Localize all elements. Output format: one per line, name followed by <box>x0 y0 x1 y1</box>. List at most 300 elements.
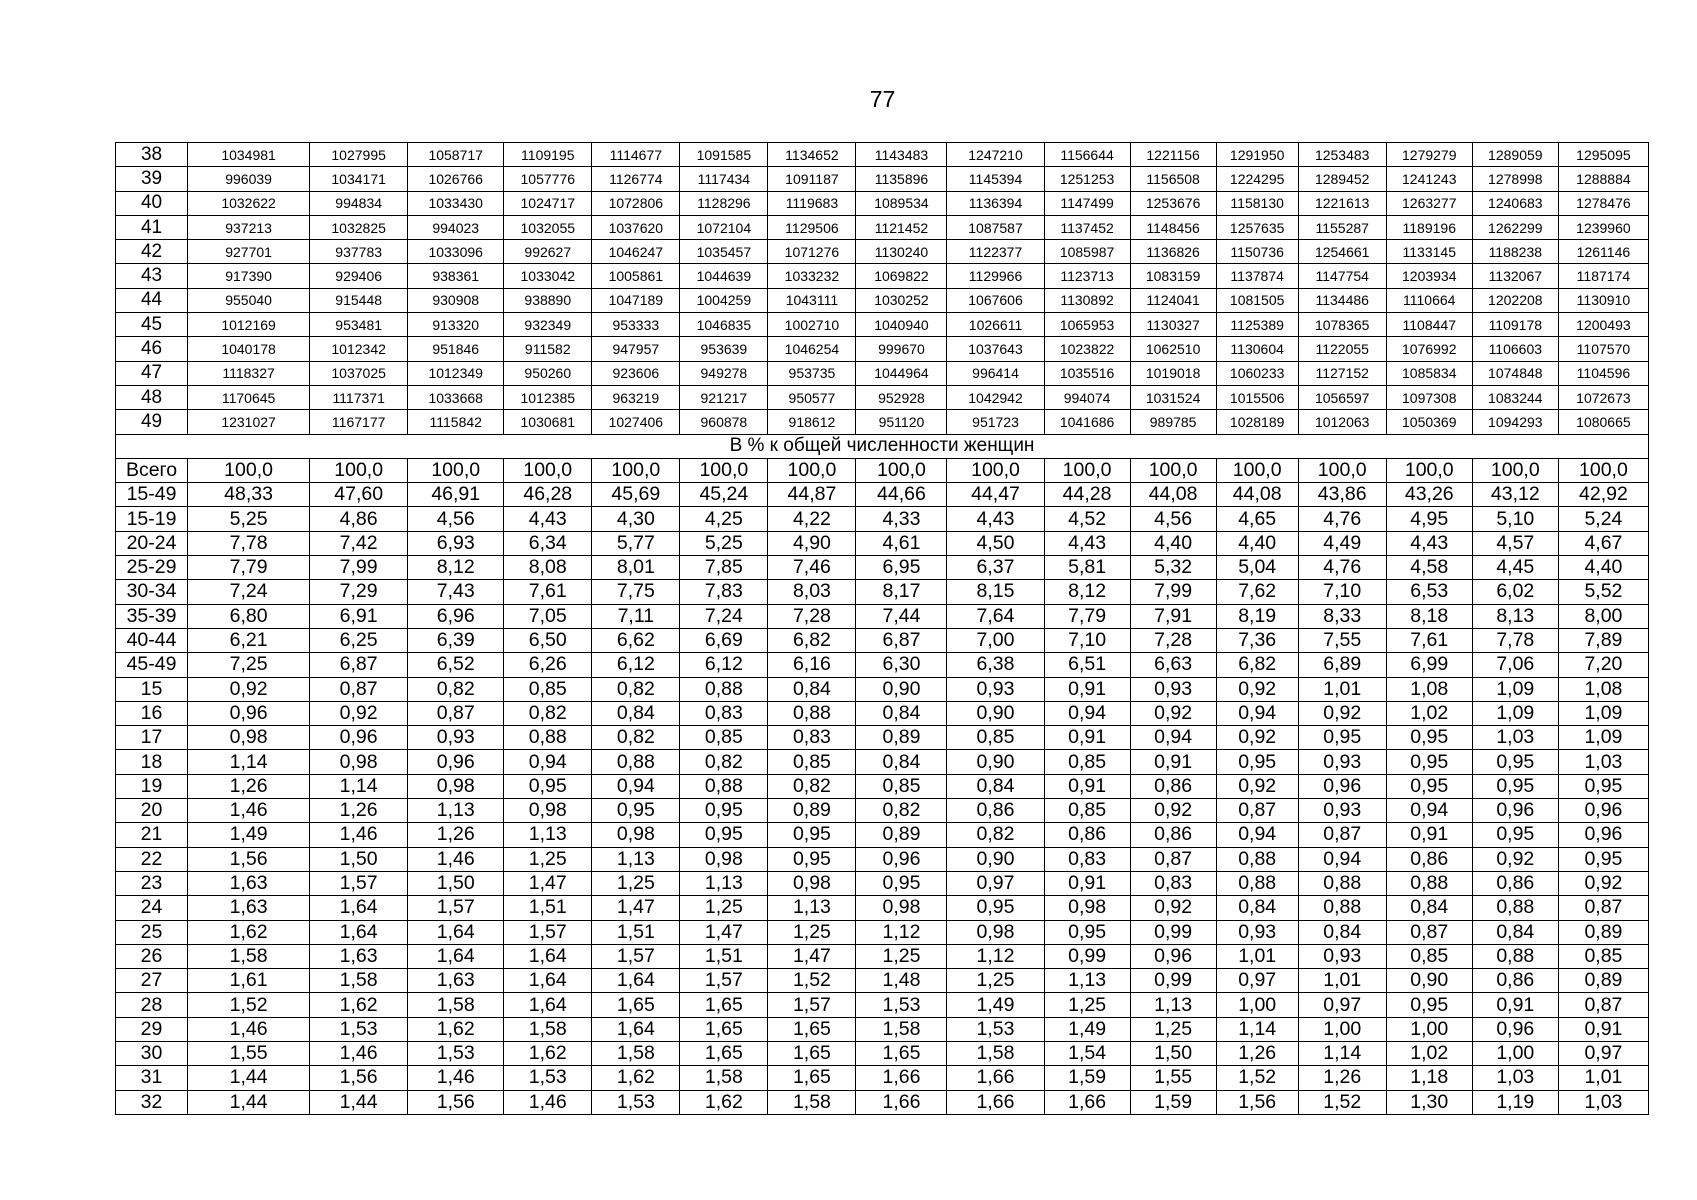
table-cell: 1,12 <box>947 944 1044 968</box>
table-cell: 0,93 <box>1298 799 1386 823</box>
table-cell: 0,94 <box>592 774 680 798</box>
table-cell: 1118327 <box>188 361 310 385</box>
table-cell: 0,91 <box>1130 750 1216 774</box>
table-cell: 938361 <box>408 264 504 288</box>
table-cell: 0,88 <box>504 726 592 750</box>
table-cell: 8,33 <box>1298 604 1386 628</box>
table-cell: 0,87 <box>408 701 504 725</box>
table-cell: 1032055 <box>504 215 592 239</box>
table-row <box>116 143 1649 167</box>
table-cell: 1,64 <box>408 944 504 968</box>
table-cell: 960878 <box>680 410 768 434</box>
table-cell: 5,10 <box>1472 507 1558 531</box>
table-cell: 1037620 <box>592 215 680 239</box>
table-cell: 1291950 <box>1216 143 1298 167</box>
table-cell: 1,01 <box>1298 677 1386 701</box>
table-cell: 1108447 <box>1386 313 1472 337</box>
table-cell: 1,58 <box>408 993 504 1017</box>
table-cell: 0,96 <box>1558 799 1648 823</box>
table-cell: 8,12 <box>408 556 504 580</box>
table-cell: 100,0 <box>1472 458 1558 482</box>
table-cell: 7,28 <box>768 604 856 628</box>
table-cell: 1231027 <box>188 410 310 434</box>
table-cell: 5,77 <box>592 531 680 555</box>
table-cell: 4,43 <box>1386 531 1472 555</box>
table-cell: 0,82 <box>680 750 768 774</box>
table-cell: 1015506 <box>1216 385 1298 409</box>
table-cell: 0,91 <box>1044 726 1130 750</box>
table-cell: 0,96 <box>1472 799 1558 823</box>
table-cell: 45,69 <box>592 483 680 507</box>
table-cell: 0,87 <box>1386 920 1472 944</box>
table-cell: 1,56 <box>408 1090 504 1114</box>
table-cell: 1041686 <box>1044 410 1130 434</box>
table-cell: 1127152 <box>1298 361 1386 385</box>
table-cell: 1,26 <box>310 799 408 823</box>
table-cell: 100,0 <box>1216 458 1298 482</box>
table-cell: 0,98 <box>768 871 856 895</box>
row-label: 24 <box>116 896 188 920</box>
table-cell: 1037025 <box>310 361 408 385</box>
table-cell: 950260 <box>504 361 592 385</box>
table-row <box>116 1017 1649 1041</box>
table-cell: 1,63 <box>310 944 408 968</box>
table-cell: 1254661 <box>1298 240 1386 264</box>
table-cell: 1,62 <box>188 920 310 944</box>
table-cell: 1,63 <box>408 969 504 993</box>
table-cell: 0,85 <box>504 677 592 701</box>
table-cell: 0,86 <box>1130 823 1216 847</box>
table-cell: 1089534 <box>856 191 947 215</box>
table-cell: 100,0 <box>1298 458 1386 482</box>
table-cell: 0,84 <box>1298 920 1386 944</box>
table-cell: 927701 <box>188 240 310 264</box>
table-cell: 1074848 <box>1472 361 1558 385</box>
table-cell: 1136826 <box>1130 240 1216 264</box>
table-cell: 1,62 <box>680 1090 768 1114</box>
table-cell: 0,95 <box>592 799 680 823</box>
table-cell: 1,46 <box>188 799 310 823</box>
table-cell: 0,92 <box>1558 871 1648 895</box>
table-cell: 6,69 <box>680 628 768 652</box>
table-cell: 1,57 <box>592 944 680 968</box>
table-cell: 0,98 <box>1044 896 1130 920</box>
table-cell: 48,33 <box>188 483 310 507</box>
table-cell: 1117434 <box>680 167 768 191</box>
row-label: 19 <box>116 774 188 798</box>
table-cell: 1262299 <box>1472 215 1558 239</box>
row-label: 25-29 <box>116 556 188 580</box>
table-cell: 930908 <box>408 288 504 312</box>
table-cell: 1,03 <box>1558 750 1648 774</box>
table-cell: 1,58 <box>504 1017 592 1041</box>
table-cell: 955040 <box>188 288 310 312</box>
table-cell: 0,86 <box>1386 847 1472 871</box>
table-cell: 1123713 <box>1044 264 1130 288</box>
table-cell: 4,33 <box>856 507 947 531</box>
table-cell: 8,15 <box>947 580 1044 604</box>
row-label: 31 <box>116 1066 188 1090</box>
table-cell: 1058717 <box>408 143 504 167</box>
table-cell: 1137874 <box>1216 264 1298 288</box>
table-cell: 1072806 <box>592 191 680 215</box>
table-cell: 1071276 <box>768 240 856 264</box>
table-cell: 1,08 <box>1558 677 1648 701</box>
table-cell: 0,97 <box>947 871 1044 895</box>
table-cell: 1,50 <box>408 871 504 895</box>
table-cell: 996039 <box>188 167 310 191</box>
table-cell: 1042942 <box>947 385 1044 409</box>
table-row <box>116 823 1649 847</box>
section-heading: В % к общей численности женщин <box>116 434 1649 458</box>
table-cell: 0,93 <box>408 726 504 750</box>
table-cell: 1125389 <box>1216 313 1298 337</box>
row-label: 38 <box>116 143 188 167</box>
table-cell: 1221613 <box>1298 191 1386 215</box>
table-cell: 1,00 <box>1386 1017 1472 1041</box>
table-cell: 4,76 <box>1298 507 1386 531</box>
table-cell: 1072104 <box>680 215 768 239</box>
table-cell: 1,13 <box>1044 969 1130 993</box>
table-cell: 913320 <box>408 313 504 337</box>
table-cell: 1027995 <box>310 143 408 167</box>
table-cell: 0,82 <box>592 677 680 701</box>
table-cell: 1,18 <box>1386 1066 1472 1090</box>
table-cell: 6,93 <box>408 531 504 555</box>
table-cell: 5,25 <box>680 531 768 555</box>
table-cell: 0,86 <box>947 799 1044 823</box>
table-cell: 0,90 <box>947 847 1044 871</box>
table-cell: 1,55 <box>1130 1066 1216 1090</box>
table-cell: 1032825 <box>310 215 408 239</box>
table-cell: 100,0 <box>408 458 504 482</box>
table-cell: 999670 <box>856 337 947 361</box>
table-cell: 1,25 <box>768 920 856 944</box>
table-cell: 6,82 <box>1216 653 1298 677</box>
table-cell: 6,12 <box>592 653 680 677</box>
table-cell: 1,65 <box>680 1017 768 1041</box>
table-cell: 0,86 <box>1472 969 1558 993</box>
table-row <box>116 410 1649 434</box>
table-cell: 0,93 <box>1130 677 1216 701</box>
table-cell: 1114677 <box>592 143 680 167</box>
table-cell: 1,47 <box>592 896 680 920</box>
table-cell: 44,08 <box>1216 483 1298 507</box>
table-cell: 4,56 <box>1130 507 1216 531</box>
row-label: 47 <box>116 361 188 385</box>
row-label: 20 <box>116 799 188 823</box>
table-cell: 1,25 <box>856 944 947 968</box>
table-cell: 0,82 <box>408 677 504 701</box>
table-cell: 1130327 <box>1130 313 1216 337</box>
table-cell: 1202208 <box>1472 288 1558 312</box>
table-cell: 4,30 <box>592 507 680 531</box>
table-cell: 1,56 <box>188 847 310 871</box>
table-cell: 0,86 <box>1130 774 1216 798</box>
table-cell: 0,90 <box>947 701 1044 725</box>
table-cell: 1,57 <box>504 920 592 944</box>
table-cell: 1,50 <box>1130 1041 1216 1065</box>
table-cell: 1,03 <box>1558 1090 1648 1114</box>
table-cell: 1026611 <box>947 313 1044 337</box>
table-cell: 1,64 <box>310 920 408 944</box>
table-cell: 1083244 <box>1472 385 1558 409</box>
table-cell: 1,00 <box>1216 993 1298 1017</box>
table-cell: 1,02 <box>1386 701 1472 725</box>
table-cell: 100,0 <box>504 458 592 482</box>
table-cell: 7,44 <box>856 604 947 628</box>
table-cell: 0,90 <box>947 750 1044 774</box>
table-cell: 1,14 <box>310 774 408 798</box>
row-label: 45-49 <box>116 653 188 677</box>
table-cell: 1065953 <box>1044 313 1130 337</box>
table-cell: 1240683 <box>1472 191 1558 215</box>
table-cell: 950577 <box>768 385 856 409</box>
table-cell: 0,87 <box>1130 847 1216 871</box>
table-cell: 8,19 <box>1216 604 1298 628</box>
table-cell: 1091187 <box>768 167 856 191</box>
row-label: 41 <box>116 215 188 239</box>
table-cell: 1,48 <box>856 969 947 993</box>
table-cell: 0,83 <box>680 701 768 725</box>
table-row <box>116 774 1649 798</box>
table-cell: 4,86 <box>310 507 408 531</box>
table-cell: 0,84 <box>856 750 947 774</box>
table-cell: 1,44 <box>188 1090 310 1114</box>
table-row <box>116 337 1649 361</box>
table-cell: 1046835 <box>680 313 768 337</box>
table-row <box>116 458 1649 482</box>
table-cell: 6,16 <box>768 653 856 677</box>
table-cell: 1129506 <box>768 215 856 239</box>
table-cell: 1137452 <box>1044 215 1130 239</box>
table-cell: 1,08 <box>1386 677 1472 701</box>
table-cell: 100,0 <box>1130 458 1216 482</box>
table-cell: 100,0 <box>1386 458 1472 482</box>
table-cell: 951723 <box>947 410 1044 434</box>
table-cell: 4,40 <box>1216 531 1298 555</box>
table-cell: 1,65 <box>768 1041 856 1065</box>
table-cell: 1085987 <box>1044 240 1130 264</box>
table-cell: 1,62 <box>504 1041 592 1065</box>
table-row <box>116 531 1649 555</box>
table-cell: 0,92 <box>310 701 408 725</box>
table-cell: 1,46 <box>310 823 408 847</box>
table-cell: 1241243 <box>1386 167 1472 191</box>
table-cell: 0,94 <box>1216 701 1298 725</box>
table-cell: 0,88 <box>592 750 680 774</box>
table-cell: 0,96 <box>188 701 310 725</box>
table-cell: 4,52 <box>1044 507 1130 531</box>
table-cell: 100,0 <box>592 458 680 482</box>
table-cell: 1,52 <box>188 993 310 1017</box>
table-cell: 1,25 <box>680 896 768 920</box>
table-cell: 1,01 <box>1216 944 1298 968</box>
table-row <box>116 847 1649 871</box>
table-cell: 1,30 <box>1386 1090 1472 1114</box>
table-cell: 1134652 <box>768 143 856 167</box>
table-cell: 0,84 <box>768 677 856 701</box>
table-cell: 1,66 <box>1044 1090 1130 1114</box>
table-row <box>116 871 1649 895</box>
table-cell: 1,13 <box>1130 993 1216 1017</box>
table-cell: 1,14 <box>188 750 310 774</box>
table-cell: 6,82 <box>768 628 856 652</box>
table-cell: 1,64 <box>504 993 592 1017</box>
table-cell: 1012342 <box>310 337 408 361</box>
table-cell: 1148456 <box>1130 215 1216 239</box>
table-cell: 1167177 <box>310 410 408 434</box>
table-cell: 1081505 <box>1216 288 1298 312</box>
table-cell: 911582 <box>504 337 592 361</box>
table-cell: 1,13 <box>768 896 856 920</box>
table-cell: 932349 <box>504 313 592 337</box>
table-cell: 46,28 <box>504 483 592 507</box>
table-cell: 0,88 <box>1216 847 1298 871</box>
table-row <box>116 288 1649 312</box>
table-row <box>116 896 1649 920</box>
table-cell: 1040178 <box>188 337 310 361</box>
table-cell: 0,94 <box>1216 823 1298 847</box>
table-cell: 1,65 <box>680 993 768 1017</box>
table-cell: 1076992 <box>1386 337 1472 361</box>
table-cell: 992627 <box>504 240 592 264</box>
table-cell: 0,88 <box>768 701 856 725</box>
table-row <box>116 969 1649 993</box>
table-cell: 100,0 <box>1558 458 1648 482</box>
table-cell: 100,0 <box>188 458 310 482</box>
table-cell: 1,51 <box>592 920 680 944</box>
table-cell: 0,95 <box>768 823 856 847</box>
table-cell: 1030252 <box>856 288 947 312</box>
table-cell: 0,88 <box>1386 871 1472 895</box>
table-cell: 7,43 <box>408 580 504 604</box>
table-cell: 1156508 <box>1130 167 1216 191</box>
table-cell: 1110664 <box>1386 288 1472 312</box>
table-cell: 1263277 <box>1386 191 1472 215</box>
table-cell: 1106603 <box>1472 337 1558 361</box>
table-cell: 0,83 <box>1130 871 1216 895</box>
table-cell: 1050369 <box>1386 410 1472 434</box>
table-cell: 0,91 <box>1472 993 1558 1017</box>
table-cell: 947957 <box>592 337 680 361</box>
table-cell: 44,08 <box>1130 483 1216 507</box>
table-cell: 1133145 <box>1386 240 1472 264</box>
table-cell: 1,53 <box>592 1090 680 1114</box>
table-cell: 1,64 <box>592 1017 680 1041</box>
table-row <box>116 483 1649 507</box>
table-cell: 1012385 <box>504 385 592 409</box>
table-cell: 0,87 <box>1558 993 1648 1017</box>
table-cell: 6,25 <box>310 628 408 652</box>
table-cell: 1,57 <box>408 896 504 920</box>
table-cell: 1,00 <box>1472 1041 1558 1065</box>
row-label: 23 <box>116 871 188 895</box>
table-cell: 1,49 <box>1044 1017 1130 1041</box>
table-cell: 1085834 <box>1386 361 1472 385</box>
table-cell: 0,95 <box>768 847 856 871</box>
table-cell: 6,12 <box>680 653 768 677</box>
table-cell: 1,58 <box>768 1090 856 1114</box>
table-cell: 1,44 <box>310 1090 408 1114</box>
table-cell: 0,88 <box>680 774 768 798</box>
table-cell: 6,95 <box>856 556 947 580</box>
table-cell: 1,64 <box>408 920 504 944</box>
table-cell: 7,55 <box>1298 628 1386 652</box>
table-cell: 1289452 <box>1298 167 1386 191</box>
table-cell: 0,98 <box>856 896 947 920</box>
table-cell: 1,26 <box>1298 1066 1386 1090</box>
table-cell: 0,84 <box>1216 896 1298 920</box>
row-label: 26 <box>116 944 188 968</box>
table-cell: 1122377 <box>947 240 1044 264</box>
table-cell: 0,88 <box>1298 896 1386 920</box>
table-cell: 1,00 <box>1298 1017 1386 1041</box>
table-cell: 6,52 <box>408 653 504 677</box>
table-cell: 1037643 <box>947 337 1044 361</box>
table-cell: 1,65 <box>856 1041 947 1065</box>
table-cell: 1134486 <box>1298 288 1386 312</box>
row-label: 16 <box>116 701 188 725</box>
row-label: 30 <box>116 1041 188 1065</box>
table-cell: 0,85 <box>1558 944 1648 968</box>
table-cell: 5,25 <box>188 507 310 531</box>
table-cell: 0,90 <box>856 677 947 701</box>
row-label: 49 <box>116 410 188 434</box>
table-cell: 6,37 <box>947 556 1044 580</box>
table-cell: 951846 <box>408 337 504 361</box>
table-cell: 952928 <box>856 385 947 409</box>
table-cell: 994074 <box>1044 385 1130 409</box>
table-cell: 100,0 <box>947 458 1044 482</box>
table-cell: 1002710 <box>768 313 856 337</box>
table-cell: 1,61 <box>188 969 310 993</box>
row-label: 18 <box>116 750 188 774</box>
table-cell: 0,94 <box>504 750 592 774</box>
table-cell: 1012063 <box>1298 410 1386 434</box>
table-cell: 7,75 <box>592 580 680 604</box>
table-cell: 1026766 <box>408 167 504 191</box>
table-cell: 1129966 <box>947 264 1044 288</box>
table-cell: 6,53 <box>1386 580 1472 604</box>
table-cell: 1,64 <box>592 969 680 993</box>
table-row <box>116 215 1649 239</box>
table-cell: 7,79 <box>1044 604 1130 628</box>
table-row <box>116 385 1649 409</box>
table-cell: 1,66 <box>856 1090 947 1114</box>
table-cell: 1019018 <box>1130 361 1216 385</box>
table-cell: 1,19 <box>1472 1090 1558 1114</box>
table-cell: 1,02 <box>1386 1041 1472 1065</box>
table-cell: 45,24 <box>680 483 768 507</box>
table-cell: 1,14 <box>1298 1041 1386 1065</box>
table-row <box>116 604 1649 628</box>
table-cell: 1,63 <box>188 896 310 920</box>
table-cell: 1033096 <box>408 240 504 264</box>
table-cell: 1,65 <box>768 1066 856 1090</box>
table-cell: 46,91 <box>408 483 504 507</box>
table-cell: 0,90 <box>1386 969 1472 993</box>
table-row <box>116 920 1649 944</box>
table-cell: 1,25 <box>592 871 680 895</box>
table-cell: 1145394 <box>947 167 1044 191</box>
table-cell: 1,47 <box>680 920 768 944</box>
table-cell: 0,84 <box>1386 896 1472 920</box>
table-cell: 4,50 <box>947 531 1044 555</box>
table-cell: 100,0 <box>1044 458 1130 482</box>
table-cell: 100,0 <box>768 458 856 482</box>
row-label: 15-19 <box>116 507 188 531</box>
